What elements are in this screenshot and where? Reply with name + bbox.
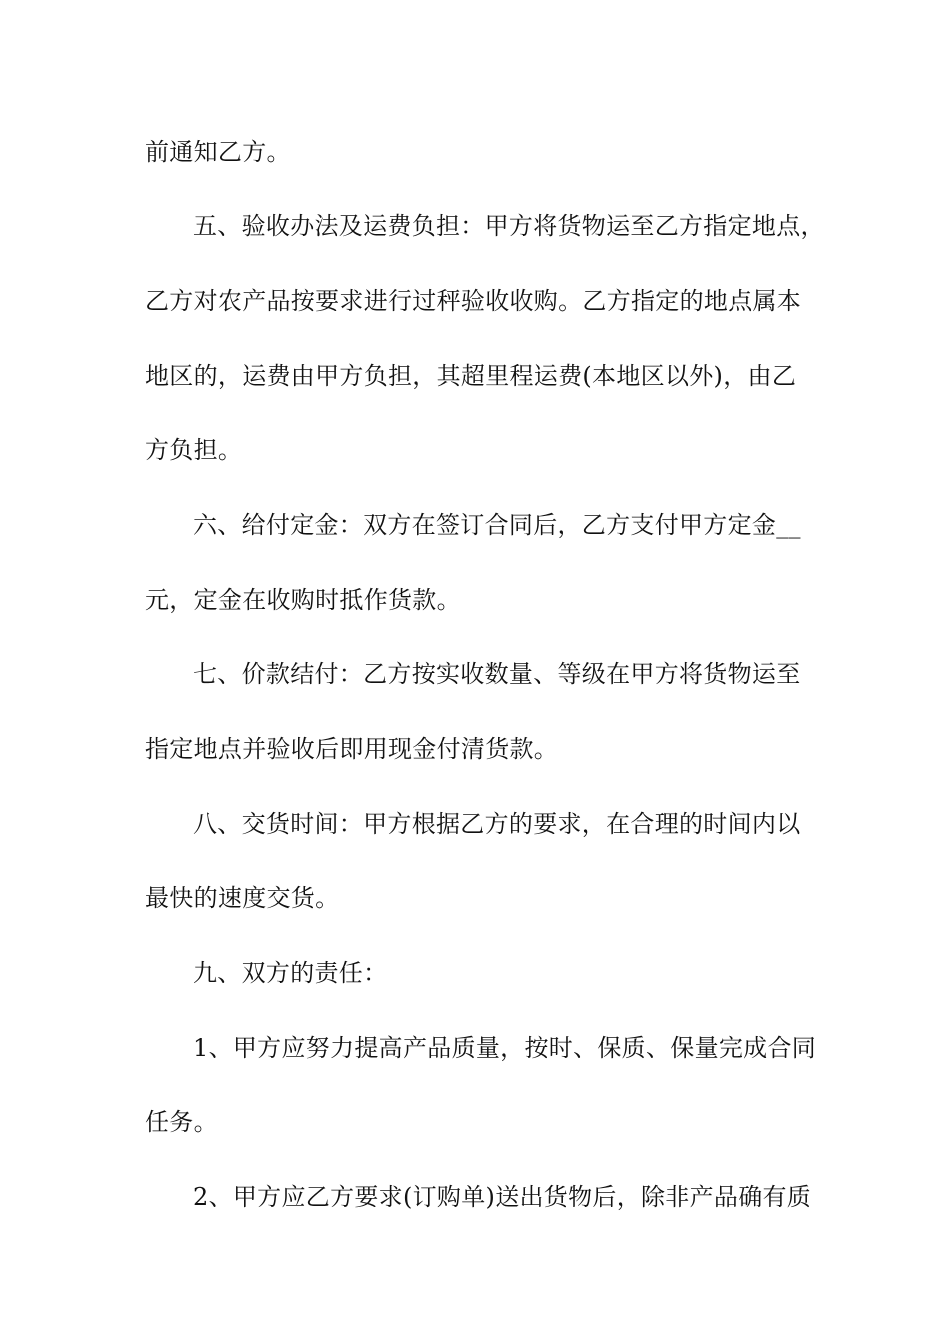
- text-line: 八、交货时间：甲方根据乙方的要求，在合理的时间内以: [193, 810, 801, 838]
- text-line: 七、价款结付：乙方按实收数量、等级在甲方将货物运至: [193, 660, 801, 688]
- text-line: 方负担。: [145, 436, 243, 464]
- text-line: 元，定金在收购时抵作货款。: [145, 586, 461, 614]
- text-line: 乙方对农产品按要求进行过秤验收收购。乙方指定的地点属本: [145, 287, 802, 315]
- text-line: 最快的速度交货。: [145, 884, 340, 912]
- text-line: 九、双方的责任：: [193, 959, 388, 987]
- text-line: 地区的，运费由甲方负担，其超里程运费(本地区以外)，由乙: [145, 362, 797, 390]
- text-line: 指定地点并验收后即用现金付清货款。: [145, 735, 559, 763]
- text-line: 前通知乙方。: [145, 138, 291, 166]
- text-line: 2、甲方应乙方要求(订购单)送出货物后，除非产品确有质: [193, 1183, 812, 1211]
- text-line: 五、验收办法及运费负担：甲方将货物运至乙方指定地点，: [193, 212, 825, 240]
- text-line: 任务。: [145, 1108, 218, 1136]
- text-line: 1、甲方应努力提高产品质量，按时、保质、保量完成合同: [193, 1034, 817, 1062]
- text-line: 六、给付定金：双方在签订合同后，乙方支付甲方定金__: [193, 511, 801, 539]
